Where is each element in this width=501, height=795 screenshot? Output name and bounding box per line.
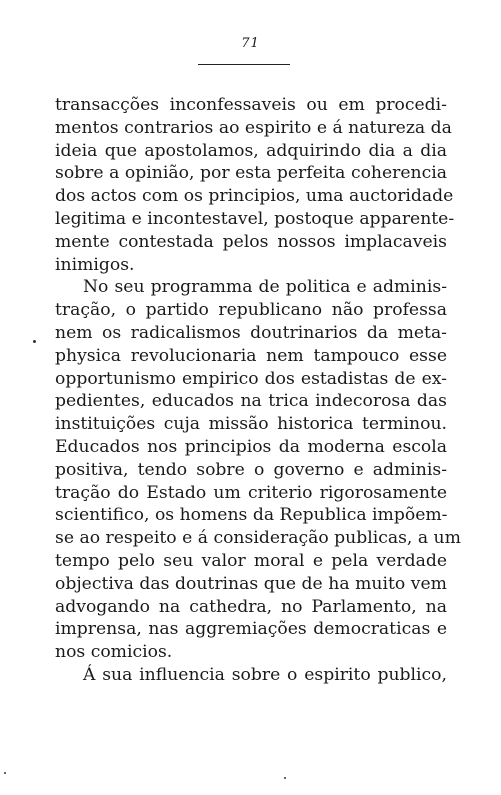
text-line: sobre a opinião, por esta perfeita coherencia xyxy=(55,163,447,184)
text-line: tração, o partido republicano não professa xyxy=(55,300,447,321)
page-number: 71 xyxy=(241,36,260,51)
text-line: se ao respeito e á consideração publicas, a um xyxy=(55,528,461,549)
text-line: ideia que apostolamos, adquirindo dia a dia xyxy=(55,140,447,161)
text-line: instituições cuja missão historica terminou. xyxy=(55,414,447,435)
text-line: physica revolucionaria nem tampouco esse xyxy=(55,345,447,366)
text-line: scientifico, os homens da Republica impõem- xyxy=(55,505,448,526)
scan-speck xyxy=(4,772,6,774)
scan-speck xyxy=(33,340,36,343)
text-line: tempo pelo seu valor moral e pela verdade xyxy=(55,550,447,571)
text-line: Á sua influencia sobre o espirito publico, xyxy=(83,664,447,685)
text-line: No seu programma de politica e adminis- xyxy=(83,277,447,298)
text-line: Educados nos principios da moderna escola xyxy=(55,436,447,457)
text-line: positiva, tendo sobre o governo e adminis- xyxy=(55,459,447,480)
text-line: tração do Estado um criterio rigorosamente xyxy=(55,482,447,503)
body-text xyxy=(55,94,461,687)
header-rule xyxy=(198,64,290,65)
text-line: dos actos com os principios, uma auctoridade xyxy=(55,186,454,207)
text-line: mente contestada pelos nossos implacaveis xyxy=(55,231,447,252)
text-line: objectiva das doutrinas que de ha muito vem xyxy=(55,573,447,594)
text-line: nem os radicalismos doutrinarios da meta- xyxy=(55,322,447,343)
text-line: advogando na cathedra, no Parlamento, na xyxy=(55,596,447,617)
text-line: inimigos. xyxy=(55,254,135,275)
text-line: opportunismo empirico dos estadistas de ex- xyxy=(55,368,447,389)
text-line: mentos contrarios ao espirito e á natureza da xyxy=(55,117,452,138)
text-line: legitima e incontestavel, postoque apparente- xyxy=(55,208,455,229)
text-line: nos comicios. xyxy=(55,642,173,663)
text-line: pedientes, educados na trica indecorosa das xyxy=(55,391,447,412)
scan-speck xyxy=(284,777,286,779)
text-line: transacções inconfessaveis ou em procedi- xyxy=(55,95,447,115)
text-line: imprensa, nas aggremiações democraticas e xyxy=(55,619,447,640)
